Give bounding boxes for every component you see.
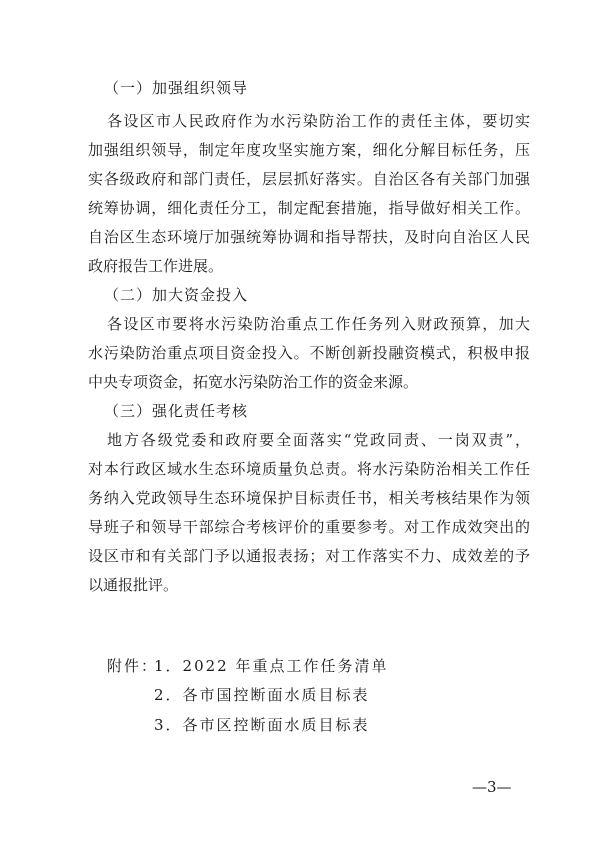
attachment-item: 1．2022 年重点工作任务清单 bbox=[154, 657, 389, 675]
paragraph-line: 各设区市人民政府作为水污染防治工作的责任主体，要切实 bbox=[107, 112, 530, 130]
paragraph-line: 以通报批评。 bbox=[88, 576, 179, 594]
paragraph-line: 统筹协调，细化责任分工，制定配套措施，指导做好相关工作。 bbox=[88, 199, 530, 217]
paragraph-line: 实各级政府和部门责任，层层抓好落实。自治区各有关部门加强 bbox=[88, 170, 530, 188]
section-heading: （三）强化责任考核 bbox=[104, 402, 249, 420]
paragraph-line: 设区市和有关部门予以通报表扬；对工作落实不力、成效差的予 bbox=[88, 547, 530, 565]
page-number: —3— bbox=[472, 778, 512, 796]
paragraph-line: 地方各级党委和政府要全面落实“党政同责、一岗双责”， bbox=[107, 431, 530, 449]
attachments-label: 附件： bbox=[107, 657, 159, 675]
paragraph-line: 政府报告工作进展。 bbox=[88, 257, 224, 275]
attachment-item: 2．各市国控断面水质目标表 bbox=[154, 686, 370, 704]
attachment-item: 3．各市区控断面水质目标表 bbox=[154, 716, 370, 734]
section-heading: （一）加强组织领导 bbox=[104, 79, 249, 97]
paragraph-line: 水污染防治重点项目资金投入。不断创新投融资模式，积极申报 bbox=[88, 344, 530, 362]
paragraph-line: 对本行政区域水生态环境质量负总责。将水污染防治相关工作任 bbox=[88, 460, 530, 478]
section-heading: （二）加大资金投入 bbox=[104, 286, 249, 304]
paragraph-line: 自治区生态环境厅加强统筹协调和指导帮扶，及时向自治区人民 bbox=[88, 228, 530, 246]
paragraph-line: 务纳入党政领导生态环境保护目标责任书，相关考核结果作为领 bbox=[88, 489, 530, 507]
paragraph-line: 导班子和领导干部综合考核评价的重要参考。对工作成效突出的 bbox=[88, 518, 530, 536]
paragraph-line: 各设区市要将水污染防治重点工作任务列入财政预算，加大 bbox=[107, 315, 530, 333]
paragraph-line: 中央专项资金，拓宽水污染防治工作的资金来源。 bbox=[88, 373, 419, 391]
paragraph-line: 加强组织领导，制定年度攻坚实施方案，细化分解目标任务，压 bbox=[88, 141, 530, 159]
